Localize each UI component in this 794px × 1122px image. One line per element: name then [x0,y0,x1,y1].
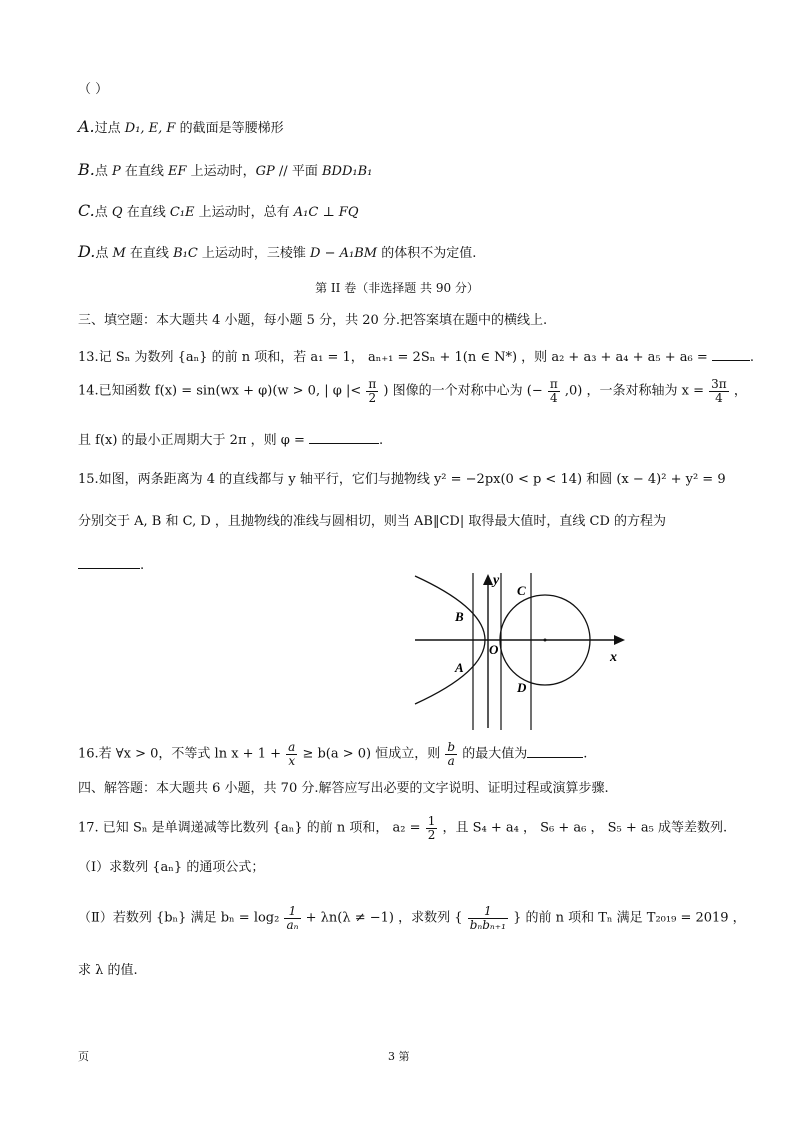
q14-answer-blank [309,431,379,444]
q14-frac-pi-4: $\frac{\pi}{4}$ [549,377,558,405]
option-b-t2: 上运动时， [186,164,256,179]
circle-center [544,639,547,642]
option-d-m1: M [112,246,126,261]
parabola-circle-figure [405,568,630,733]
question-13: 13.记 Sₙ 为数列 {aₙ} 的前 n 项和，若 a₁ = 1， aₙ₊₁ = 2Sₙ + 1(n ∈ N*) ，则 a₂ + a₃ + a₄ + a₅ + a₆ = . [78,350,755,365]
option-b-t3: 平面 [291,164,322,179]
q14-part2: ) 图像的一个对称中心为 (− [383,383,543,399]
option-b-pre: 点 [94,164,112,179]
answer-parentheses: （ ） [78,82,109,97]
q14-frac-3pi-4: $\frac{3\pi}{4}$ [711,377,727,405]
option-c-t1: 在直线 [122,205,170,220]
option-b-m4: BDD₁B₁ [321,164,373,179]
q14-part4: ， [733,383,747,399]
option-a [78,117,284,138]
section-3-heading: 三、填空题：本大题共 4 小题，每小题 5 分，共 20 分.把答案填在题中的横线上. [78,313,548,328]
label-a: A [455,660,464,675]
question-14-line2: 且 f(x) 的最小正周期大于 2π ，则 φ = . [78,433,384,448]
question-15-blank-line: . [78,556,144,575]
option-a-post: 的截面是等腰梯形 [175,121,284,136]
option-d-m2: B₁C [173,246,198,261]
q16-frac-b-a: $\frac{b}{a}$ [447,740,456,768]
y-axis-arrow [483,574,493,585]
option-c [78,201,358,222]
option-d-t3: 的体积不为定值. [377,246,477,261]
question-17 [78,815,727,841]
option-a-pre: 过点 [94,121,125,136]
option-b-sym: // [274,164,292,179]
q16-answer-blank [527,745,583,758]
q14-part3: ,0) ，一条对称轴为 x = [564,383,704,399]
label-c: C [517,583,526,598]
q17-sub2-b: + λn(λ ≠ −1) ，求数列 { [305,910,463,926]
option-d-m3: D − A₁BM [310,246,378,261]
question-15-line1: 15.如图，两条距离为 4 的直线都与 y 轴平行，它们与抛物线 y² = −2px(0 < p < 14) 和圆 (x − 4)² + y² = 9 [78,472,726,487]
question-16: 16.若 ∀x > 0，不等式 ln x + 1 + $\frac{a}{x}$ ≥ b(a > 0) 恒成立，则 $\frac{b}{a}$ 的最大值为 . [78,740,588,768]
option-c-pre: 点 [94,205,112,220]
question-15-line2: 分别交于 A, B 和 C, D ，且抛物线的准线与圆相切，则当 AB‖CD| 取得最大值时，直线 CD 的方程为 [78,514,666,529]
option-d [78,242,476,263]
q16-frac-a-x: $\frac{a}{x}$ [288,740,296,768]
label-x: x [610,650,617,665]
x-axis-arrow [614,635,625,645]
option-c-m1: Q [111,205,123,220]
q14-line2-text: 且 f(x) 的最小正周期大于 2π ，则 φ = [78,433,310,448]
question-17-sub2 [78,905,746,931]
option-b-letter: B. [78,160,95,179]
option-d-t1: 在直线 [125,246,174,261]
option-d-pre: 点 [95,246,113,261]
option-b-t1: 在直线 [120,164,168,179]
option-c-letter: C. [78,201,95,220]
q17-sub2-a: （Ⅱ）若数列 {bₙ} 满足 bₙ = log₂ [78,910,280,926]
option-d-t2: 上运动时，三棱锥 [197,246,311,261]
q16-part1: 16.若 ∀x > 0，不等式 ln x + 1 + [78,746,281,762]
option-c-m3: A₁C ⊥ FQ [293,205,359,220]
question-17-sub3: 求 λ 的值. [78,963,138,978]
q14-frac-pi-2: $\frac{\pi}{2}$ [368,377,377,405]
q17-frac-1-bnbn1: $\frac{1}{\text{bₙbₙ₊₁}}$ [469,904,506,932]
q13-text: 13.记 Sₙ 为数列 {aₙ} 的前 n 项和，若 a₁ = 1， aₙ₊₁ = 2Sₙ + 1(n ∈ N*) ，则 a₂ + a₃ + a₄ + a₅ + a₆ = [78,350,712,365]
q17-part2: ，且 S₄ + a₄ ， S₆ + a₆ ， S₅ + a₅ 成等差数列. [442,820,728,836]
label-b: B [455,609,464,624]
question-14 [78,378,747,404]
footer-page-number: 3 第 [388,1050,410,1063]
option-b-m3: GP [255,164,275,179]
label-d: D [517,680,527,695]
option-d-letter: D. [78,242,96,261]
option-a-letter: A. [78,117,95,136]
question-17-sub1: （Ⅰ）求数列 {aₙ} 的通项公式； [78,860,265,875]
q17-frac-1-2: $\frac{1}{2}$ [427,814,436,842]
section-4-heading: 四、解答题：本大题共 6 小题，共 70 分.解答应写出必要的文字说明、证明过程或演算步骤. [78,781,609,796]
q13-answer-blank [712,348,750,361]
option-c-t2: 上运动时，总有 [194,205,294,220]
footer-left: 页 [78,1050,89,1063]
option-c-m2: C₁E [169,205,195,220]
option-b-m1: P [111,164,121,179]
q17-sub2-c: } 的前 n 项和 Tₙ 满足 T₂₀₁₉ = 2019 ， [513,910,746,926]
q17-frac-1-an: $\frac{1}{\text{aₙ}}$ [286,904,299,932]
q16-part3: 的最大值为 [462,746,528,762]
label-y: y [493,573,500,588]
q16-part2: ≥ b(a > 0) 恒成立，则 [302,746,441,762]
label-o: O [489,642,499,657]
q15-answer-blank [78,556,140,569]
q14-part1: 14.已知函数 f(x) = sin(wx + φ)(w > 0, | φ |< [78,383,362,399]
option-b-m2: EF [168,164,187,179]
section-2-title: 第 II 卷（非选择题 共 90 分） [315,281,479,295]
option-b [78,160,372,181]
q17-part1: 17. 已知 Sₙ 是单调递减等比数列 {aₙ} 的前 n 项和， a₂ = [78,820,421,836]
option-a-math: D₁, E, F [124,121,176,136]
